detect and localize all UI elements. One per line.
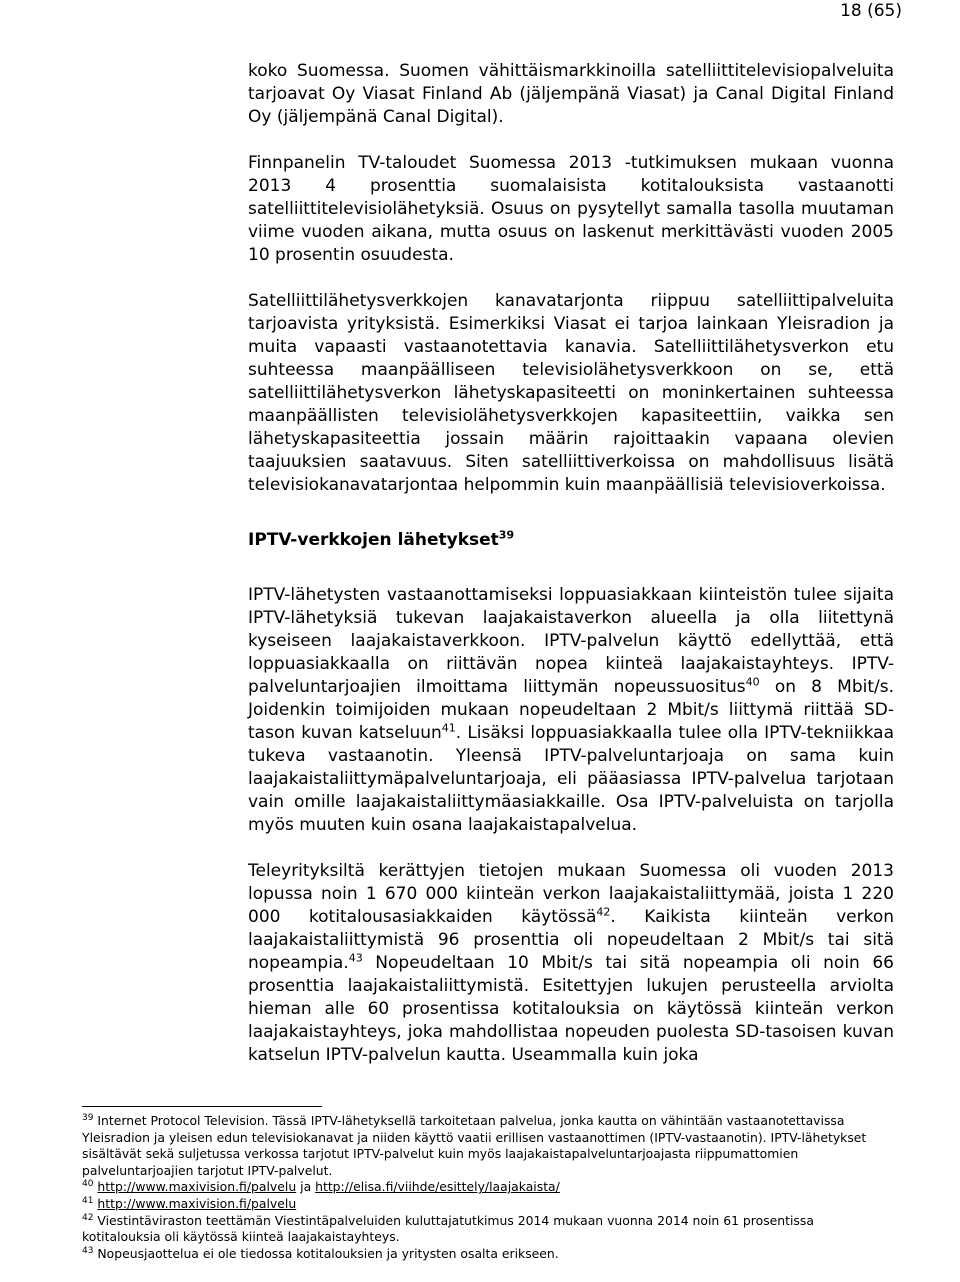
footnote-text: Viestintäviraston teettämän Viestintäpalveluiden kuluttajatutkimus 2014 mukaan vuonna 2014 noin 61 prosentissa kotitalouksia oli käytössä kiinteä laajakaistayhteys.: [82, 1212, 814, 1245]
footnote-ref-42: 42: [596, 905, 611, 919]
footnote-ref-39: 39: [498, 528, 515, 542]
footnote-40: [82, 1179, 894, 1196]
section-heading: [248, 529, 894, 552]
text-segment: . Kaikista kiinteän verkon laajakaistaliittymistä 96 prosenttia oli nopeudeltaan 2 Mbit/s tai sitä nopeampia.: [248, 907, 894, 973]
main-content: [248, 60, 894, 1067]
elisa-link[interactable]: http://elisa.fi/viihde/esittely/laajakaista/: [315, 1179, 560, 1195]
text-segment: Teleyrityksiltä kerättyjen tietojen mukaan Suomessa oli vuoden 2013 lopussa noin 1 670 000 kiinteän verkon laajakaistaliittymää, joista 1 220 000 kotitalousasiakkaiden käytössä: [248, 861, 894, 927]
text-segment: Nopeudeltaan 10 Mbit/s tai sitä nopeampia oli noin 66 prosenttia laajakaistaliittymistä. Esitettyjen lukujen perusteella arviolta hieman alle 60 prosentissa kotitalouksia on käytössä kiinteän verkon laajakaistayhteys, joka mahdollistaa nopeuden puolesta SD-tasoisen kuvan katselun IPTV-palvelun kautta. Useammalla kuin joka: [248, 953, 894, 1065]
text-segment: . Lisäksi loppuasiakkaalla tulee olla IPTV-tekniikkaa tukeva vastaanotin. Yleensä IPTV-palveluntarjoaja on sama kuin laajakaistaliittymäpalveluntarjoaja, eli pääasiassa IPTV-palvelua tarjotaan vain omille laajakaistaliittymäasiakkaille. Osa IPTV-palveluista on tarjolla myös muuten kuin osana laajakaistapalvelua.: [248, 723, 894, 835]
footnote-39: [82, 1113, 894, 1179]
footnote-number: 41: [82, 1195, 94, 1206]
paragraph-broadband-stats: [248, 860, 894, 1067]
maxivision-link[interactable]: http://www.maxivision.fi/palvelu: [97, 1195, 297, 1211]
footnote-ref-41: 41: [441, 721, 456, 735]
footnote-42: [82, 1213, 894, 1246]
footnote-number: 42: [82, 1212, 94, 1223]
text-segment: on 8 Mbit/s. Joidenkin toimijoiden mukaan nopeudeltaan 2 Mbit/s liittymä riittää SD-tason kuvan katseluun: [248, 677, 894, 743]
paragraph-satellite-providers: koko Suomessa. Suomen vähittäismarkkinoilla satelliittitelevisiopalveluita tarjoavat Oy Viasat Finland Ab (jäljempänä Viasat) ja Canal Digital Finland Oy (jäljempänä Canal Digital).: [248, 61, 894, 127]
maxivision-link[interactable]: http://www.maxivision.fi/palvelu: [97, 1179, 297, 1195]
footnote-ref-43: 43: [348, 951, 363, 965]
footnotes: [82, 1113, 894, 1262]
footnote-number: 40: [82, 1179, 94, 1190]
footnote-text: Nopeusjaottelua ei ole tiedossa kotitalouksien ja yritysten osalta erikseen.: [97, 1245, 559, 1261]
footnote-ref-40: 40: [745, 675, 760, 689]
footnote-separator: [82, 1106, 322, 1107]
paragraph-iptv-requirements: [248, 584, 894, 837]
footnote-text: Internet Protocol Television. Tässä IPTV-lähetyksellä tarkoitetaan palvelua, jonka kautta on vähintään vastaanotettavissa Yleisradion ja yleisen edun televisiokanavat ja niiden käyttö vaatii erillisen vastaanottimen (IPTV-vastaanotin). IPTV-lähetykset sisältävät sekä suljetussa verkossa tarjotut IPTV-palvelut kuin myös laajakaistapalveluntarjoajasta riippumattomien palveluntarjoajien tarjotut IPTV-palvelut.: [82, 1113, 867, 1178]
footnote-joiner: ja: [296, 1179, 316, 1195]
paragraph-finnpanel: Finnpanelin TV-taloudet Suomessa 2013 -tutkimuksen mukaan vuonna 2013 4 prosenttia suomalaisista kotitalouksista vastaanotti satelliittitelevisiolähetyksiä. Osuus on pysytellyt samalla tasolla muutaman viime vuoden aikana, mutta osuus on laskenut merkittävästi vuoden 2005 10 prosentin osuudesta.: [248, 153, 894, 265]
paragraph-satellite-channels: Satelliittilähetysverkkojen kanavatarjonta riippuu satelliittipalveluita tarjoavista yrityksistä. Esimerkiksi Viasat ei tarjoa lainkaan Yleisradion ja muita vapaasti vastaanotettavia kanavia. Satelliittilähetysverkon etu suhteessa maanpäälliseen televisiolähetysverkkoon on se, että satelliittilähetysverkon lähetyskapasiteetti on moninkertainen suhteessa maanpäällisten televisiolähetysverkkojen kapasiteettiin, vaikka sen lähetyskapasiteettia jossain määrin rajoittaakin vapaana olevien taajuuksien saatavuus. Siten satelliittiverkoissa on mahdollisuus lisätä televisiokanavatarjontaa helpommin kuin maanpäällisiä televisioverkoissa.: [248, 291, 894, 495]
footnote-number: 43: [82, 1245, 94, 1256]
footnote-41: [82, 1196, 894, 1213]
heading-text: IPTV-verkkojen lähetykset: [248, 530, 499, 550]
footnote-43: [82, 1246, 894, 1263]
footnote-number: 39: [82, 1112, 94, 1123]
page-number: 18 (65): [840, 1, 902, 21]
text-segment: IPTV-lähetysten vastaanottamiseksi loppuasiakkaan kiinteistön tulee sijaita IPTV-lähetyksiä tukevan laajakaistaverkon alueella ja olla liitettynä kyseiseen laajakaistaverkkoon. IPTV-palvelun käyttö edellyttää, että loppuasiakkaalla on riittävän nopea kiinteä laajakaistayhteys. IPTV-palveluntarjoajien ilmoittama liittymän nopeussuositus: [248, 585, 894, 697]
